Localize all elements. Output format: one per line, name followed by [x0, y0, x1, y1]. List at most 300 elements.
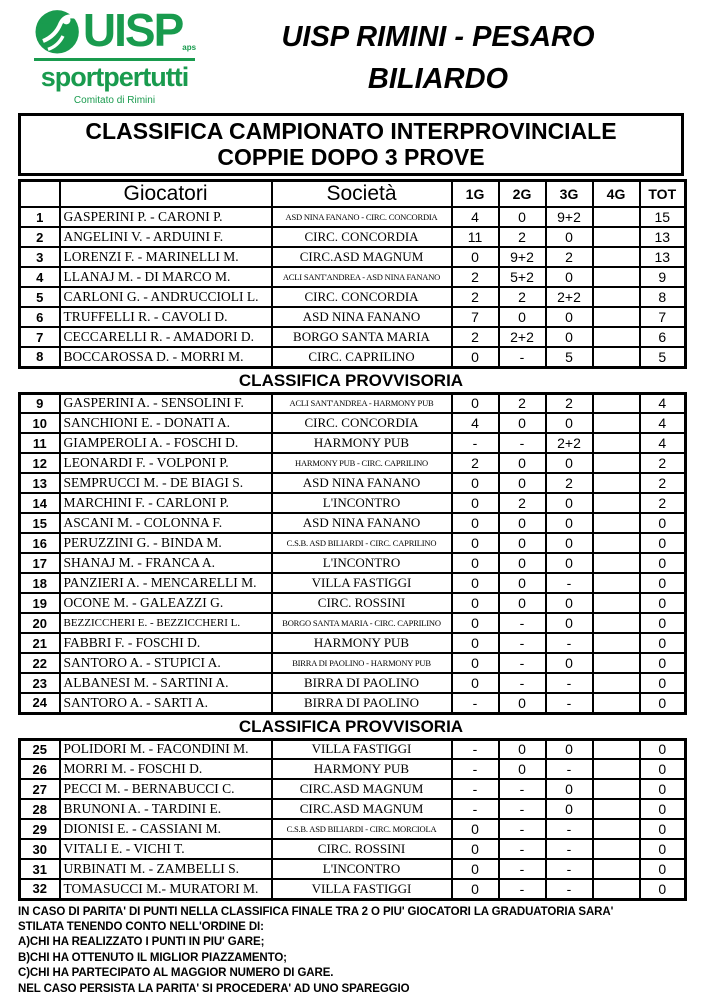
game3-score-cell: - [546, 839, 593, 859]
society-cell: HARMONY PUB [272, 759, 452, 779]
society-cell: CIRC.ASD MAGNUM [272, 779, 452, 799]
table-row [20, 287, 686, 307]
society-cell: ASD NINA FANANO [272, 307, 452, 327]
document-title-line1: UISP RIMINI - PESARO [281, 21, 595, 53]
game3-score-cell: 0 [546, 267, 593, 287]
rank-cell: 32 [20, 879, 60, 899]
game2-score-cell: 0 [499, 573, 546, 593]
society-cell: BORGO SANTA MARIA [272, 327, 452, 347]
game1-score-cell: - [452, 759, 499, 779]
game3-score-cell: - [546, 759, 593, 779]
game4-score-cell [593, 267, 640, 287]
tiebreak-rule-line: A)CHI HA REALIZZATO I PUNTI IN PIU' GARE; [18, 936, 265, 949]
header-rank [20, 181, 60, 208]
society-cell: CIRC.ASD MAGNUM [272, 247, 452, 267]
society-cell: BIRRA DI PAOLINO [272, 693, 452, 713]
game1-score-cell: 2 [452, 327, 499, 347]
game1-score-cell: 4 [452, 413, 499, 433]
total-score-cell: 4 [640, 393, 686, 413]
letterhead [0, 0, 706, 113]
game3-score-cell: 0 [546, 413, 593, 433]
players-cell: BRUNONI A. - TARDINI E. [60, 799, 272, 819]
tiebreak-rule-line: STILATA TENENDO CONTO NELL'ORDINE DI: [18, 920, 264, 933]
table-row [20, 347, 686, 367]
game1-score-cell: - [452, 779, 499, 799]
total-score-cell: 4 [640, 413, 686, 433]
logo-committee: Comitato di Rimini [73, 95, 156, 106]
game4-score-cell [593, 573, 640, 593]
total-score-cell: 0 [640, 593, 686, 613]
table-row [20, 859, 686, 879]
game3-score-cell: 5 [546, 347, 593, 367]
table-row [20, 799, 686, 819]
players-cell: CARLONI G. - ANDRUCCIOLI L. [60, 287, 272, 307]
table-row [20, 207, 686, 227]
game2-score-cell: 0 [499, 593, 546, 613]
players-cell: DIONISI E. - CASSIANI M. [60, 819, 272, 839]
game2-score-cell: 0 [499, 413, 546, 433]
society-cell: L'INCONTRO [272, 859, 452, 879]
document-title [190, 16, 686, 100]
society-cell: BIRRA DI PAOLINO [272, 673, 452, 693]
header-society: Società [272, 181, 452, 208]
game1-score-cell: 0 [452, 533, 499, 553]
total-score-cell: 13 [640, 247, 686, 267]
classification-title-box [18, 113, 684, 176]
game2-score-cell: - [499, 433, 546, 453]
total-score-cell: 4 [640, 433, 686, 453]
rank-cell: 2 [20, 227, 60, 247]
table-row [20, 413, 686, 433]
table-row [20, 779, 686, 799]
total-score-cell: 0 [640, 839, 686, 859]
game2-score-cell: - [499, 819, 546, 839]
table-header-row [20, 181, 686, 208]
classification-table [18, 392, 687, 715]
game2-score-cell: 0 [499, 739, 546, 759]
table-row [20, 573, 686, 593]
society-cell: L'INCONTRO [272, 493, 452, 513]
game2-score-cell: 0 [499, 693, 546, 713]
game1-score-cell: 0 [452, 493, 499, 513]
players-cell: ANGELINI V. - ARDUINI F. [60, 227, 272, 247]
table-row [20, 673, 686, 693]
game2-score-cell: - [499, 859, 546, 879]
table-row [20, 493, 686, 513]
game2-score-cell: 5+2 [499, 267, 546, 287]
rank-cell: 8 [20, 347, 60, 367]
total-score-cell: 0 [640, 533, 686, 553]
society-cell: ACLI SANT'ANDREA - HARMONY PUB [272, 393, 452, 413]
players-cell: SHANAJ M. - FRANCA A. [60, 553, 272, 573]
game3-score-cell: - [546, 819, 593, 839]
players-cell: SEMPRUCCI M. - DE BIAGI S. [60, 473, 272, 493]
rank-cell: 6 [20, 307, 60, 327]
table-row [20, 653, 686, 673]
game3-score-cell: 0 [546, 227, 593, 247]
table-row [20, 553, 686, 573]
table-row [20, 327, 686, 347]
players-cell: TRUFFELLI R. - CAVOLI D. [60, 307, 272, 327]
game2-score-cell: - [499, 613, 546, 633]
society-cell: HARMONY PUB [272, 633, 452, 653]
game3-score-cell: - [546, 693, 593, 713]
rank-cell: 17 [20, 553, 60, 573]
game1-score-cell: 0 [452, 513, 499, 533]
table-row [20, 247, 686, 267]
tiebreak-rule-line: C)CHI HA PARTECIPATO AL MAGGIOR NUMERO DI GARE. [18, 967, 334, 980]
players-cell: MORRI M. - FOSCHI D. [60, 759, 272, 779]
table-row [20, 739, 686, 759]
game2-score-cell: - [499, 347, 546, 367]
game2-score-cell: 0 [499, 533, 546, 553]
game1-score-cell: - [452, 799, 499, 819]
table-row [20, 267, 686, 287]
rank-cell: 21 [20, 633, 60, 653]
society-cell: CIRC. ROSSINI [272, 839, 452, 859]
game4-score-cell [593, 553, 640, 573]
society-cell: BIRRA DI PAOLINO - HARMONY PUB [272, 653, 452, 673]
classification-title-line1: CLASSIFICA CAMPIONATO INTERPROVINCIALE [85, 118, 617, 144]
tiebreak-rule-line: B)CHI HA OTTENUTO IL MIGLIOR PIAZZAMENTO; [18, 951, 287, 964]
total-score-cell: 0 [640, 739, 686, 759]
game4-score-cell [593, 759, 640, 779]
game1-score-cell: 11 [452, 227, 499, 247]
game3-score-cell: 2 [546, 473, 593, 493]
total-score-cell: 0 [640, 779, 686, 799]
game1-score-cell: 7 [452, 307, 499, 327]
total-score-cell: 0 [640, 653, 686, 673]
total-score-cell: 0 [640, 759, 686, 779]
rank-cell: 18 [20, 573, 60, 593]
game4-score-cell [593, 327, 640, 347]
players-cell: OCONE M. - GALEAZZI G. [60, 593, 272, 613]
players-cell: GASPERINI A. - SENSOLINI F. [60, 393, 272, 413]
game2-score-cell: 0 [499, 453, 546, 473]
game1-score-cell: - [452, 693, 499, 713]
players-cell: CECCARELLI R. - AMADORI D. [60, 327, 272, 347]
rank-cell: 31 [20, 859, 60, 879]
rank-cell: 10 [20, 413, 60, 433]
game1-score-cell: 0 [452, 473, 499, 493]
game1-score-cell: 0 [452, 859, 499, 879]
total-score-cell: 6 [640, 327, 686, 347]
header-game2: 2G [499, 181, 546, 208]
game3-score-cell: 0 [546, 453, 593, 473]
rank-cell: 24 [20, 693, 60, 713]
total-score-cell: 9 [640, 267, 686, 287]
table-row [20, 433, 686, 453]
game1-score-cell: 0 [452, 247, 499, 267]
game1-score-cell: 2 [452, 453, 499, 473]
game1-score-cell: 0 [452, 633, 499, 653]
game4-score-cell [593, 347, 640, 367]
game2-score-cell: 0 [499, 759, 546, 779]
total-score-cell: 0 [640, 879, 686, 899]
society-cell: VILLA FASTIGGI [272, 879, 452, 899]
table-row [20, 227, 686, 247]
society-cell: BORGO SANTA MARIA - CIRC. CAPRILINO [272, 613, 452, 633]
classification-sections [0, 179, 706, 901]
game3-score-cell: 0 [546, 493, 593, 513]
game4-score-cell [593, 413, 640, 433]
logo-aps-text: aps [182, 43, 197, 52]
table-row [20, 839, 686, 859]
uisp-athlete-emblem-icon [33, 6, 83, 56]
players-cell: VITALI E. - VICHI T. [60, 839, 272, 859]
game4-score-cell [593, 433, 640, 453]
tiebreak-rule-line: NEL CASO PERSISTA LA PARITA' SI PROCEDERA' AD UNO SPAREGGIO [18, 982, 410, 995]
game1-score-cell: 0 [452, 553, 499, 573]
table-row [20, 513, 686, 533]
rank-cell: 22 [20, 653, 60, 673]
society-cell: CIRC. CONCORDIA [272, 287, 452, 307]
society-cell: ASD NINA FANANO [272, 473, 452, 493]
total-score-cell: 2 [640, 473, 686, 493]
game2-score-cell: - [499, 633, 546, 653]
total-score-cell: 0 [640, 633, 686, 653]
game3-score-cell: 0 [546, 553, 593, 573]
game4-score-cell [593, 227, 640, 247]
tiebreak-rule-line: IN CASO DI PARITA' DI PUNTI NELLA CLASSIFICA FINALE TRA 2 O PIU' GIOCATORI LA GRADUATORIA SARA' [18, 905, 614, 918]
rank-cell: 16 [20, 533, 60, 553]
game4-score-cell [593, 653, 640, 673]
players-cell: FABBRI F. - FOSCHI D. [60, 633, 272, 653]
total-score-cell: 0 [640, 673, 686, 693]
game4-score-cell [593, 799, 640, 819]
table-row [20, 879, 686, 899]
logo-tagline: sportpertutti [40, 62, 189, 92]
players-cell: URBINATI M. - ZAMBELLI S. [60, 859, 272, 879]
players-cell: ASCANI M. - COLONNA F. [60, 513, 272, 533]
players-cell: SANTORO A. - STUPICI A. [60, 653, 272, 673]
logo-divider [34, 58, 195, 61]
logo-uisp-text: UISP [82, 4, 183, 56]
game2-score-cell: - [499, 879, 546, 899]
rank-cell: 20 [20, 613, 60, 633]
table-row [20, 307, 686, 327]
game1-score-cell: 2 [452, 287, 499, 307]
game2-score-cell: - [499, 653, 546, 673]
rank-cell: 11 [20, 433, 60, 453]
society-cell: C.S.B. ASD BILIARDI - CIRC. MORCIOLA [272, 819, 452, 839]
rank-cell: 30 [20, 839, 60, 859]
society-cell: ACLI SANT'ANDREA - ASD NINA FANANO [272, 267, 452, 287]
game3-score-cell: 9+2 [546, 207, 593, 227]
header-game3: 3G [546, 181, 593, 208]
game4-score-cell [593, 473, 640, 493]
total-score-cell: 0 [640, 513, 686, 533]
players-cell: PANZIERI A. - MENCARELLI M. [60, 573, 272, 593]
game3-score-cell: 0 [546, 533, 593, 553]
players-cell: ALBANESI M. - SARTINI A. [60, 673, 272, 693]
rank-cell: 13 [20, 473, 60, 493]
rank-cell: 26 [20, 759, 60, 779]
game3-score-cell: 0 [546, 799, 593, 819]
game3-score-cell: 2+2 [546, 287, 593, 307]
society-cell: ASD NINA FANANO [272, 513, 452, 533]
total-score-cell: 13 [640, 227, 686, 247]
game4-score-cell [593, 287, 640, 307]
players-cell: POLIDORI M. - FACONDINI M. [60, 739, 272, 759]
game4-score-cell [593, 739, 640, 759]
game4-score-cell [593, 493, 640, 513]
game2-score-cell: - [499, 673, 546, 693]
total-score-cell: 0 [640, 859, 686, 879]
header-total: TOT [640, 181, 686, 208]
society-cell: ASD NINA FANANO - CIRC. CONCORDIA [272, 207, 452, 227]
game3-score-cell: 0 [546, 613, 593, 633]
game4-score-cell [593, 613, 640, 633]
game2-score-cell: 2 [499, 227, 546, 247]
table-row [20, 633, 686, 653]
total-score-cell: 15 [640, 207, 686, 227]
game1-score-cell: 0 [452, 573, 499, 593]
rank-cell: 23 [20, 673, 60, 693]
game2-score-cell: 0 [499, 513, 546, 533]
game4-score-cell [593, 633, 640, 653]
game2-score-cell: 2 [499, 393, 546, 413]
game4-score-cell [593, 393, 640, 413]
game3-score-cell: 0 [546, 513, 593, 533]
table-row [20, 393, 686, 413]
players-cell: GIAMPEROLI A. - FOSCHI D. [60, 433, 272, 453]
game1-score-cell: 0 [452, 879, 499, 899]
table-row [20, 593, 686, 613]
table-row [20, 473, 686, 493]
game3-score-cell: 0 [546, 653, 593, 673]
game4-score-cell [593, 207, 640, 227]
total-score-cell: 7 [640, 307, 686, 327]
header-players: Giocatori [60, 181, 272, 208]
game2-score-cell: 2 [499, 287, 546, 307]
game1-score-cell: 0 [452, 819, 499, 839]
society-cell: HARMONY PUB [272, 433, 452, 453]
game2-score-cell: 9+2 [499, 247, 546, 267]
game2-score-cell: 2 [499, 493, 546, 513]
rank-cell: 14 [20, 493, 60, 513]
game1-score-cell: 0 [452, 673, 499, 693]
game3-score-cell: 2 [546, 393, 593, 413]
game2-score-cell: - [499, 799, 546, 819]
game3-score-cell: - [546, 879, 593, 899]
classification-table [18, 179, 687, 369]
game3-score-cell: - [546, 859, 593, 879]
game4-score-cell [593, 513, 640, 533]
game4-score-cell [593, 307, 640, 327]
table-row [20, 819, 686, 839]
game2-score-cell: 0 [499, 207, 546, 227]
players-cell: LEONARDI F. - VOLPONI P. [60, 453, 272, 473]
uisp-logo-row [32, 6, 197, 56]
society-cell: CIRC. CAPRILINO [272, 347, 452, 367]
players-cell: LORENZI F. - MARINELLI M. [60, 247, 272, 267]
game4-score-cell [593, 533, 640, 553]
tiebreak-rules [18, 905, 706, 997]
rank-cell: 19 [20, 593, 60, 613]
rank-cell: 3 [20, 247, 60, 267]
society-cell: CIRC. ROSSINI [272, 593, 452, 613]
header-game1: 1G [452, 181, 499, 208]
society-cell: CIRC.ASD MAGNUM [272, 799, 452, 819]
rank-cell: 25 [20, 739, 60, 759]
society-cell: CIRC. CONCORDIA [272, 413, 452, 433]
society-cell: VILLA FASTIGGI [272, 739, 452, 759]
section-heading: CLASSIFICA PROVVISORIA [238, 370, 464, 390]
total-score-cell: 2 [640, 453, 686, 473]
game4-score-cell [593, 247, 640, 267]
players-cell: BOCCAROSSA D. - MORRI M. [60, 347, 272, 367]
game1-score-cell: 0 [452, 839, 499, 859]
rank-cell: 1 [20, 207, 60, 227]
rank-cell: 27 [20, 779, 60, 799]
total-score-cell: 0 [640, 573, 686, 593]
total-score-cell: 5 [640, 347, 686, 367]
classification-table [18, 738, 687, 901]
game1-score-cell: 0 [452, 653, 499, 673]
society-cell: VILLA FASTIGGI [272, 573, 452, 593]
society-cell: HARMONY PUB - CIRC. CAPRILINO [272, 453, 452, 473]
table-row [20, 533, 686, 553]
game3-score-cell: 0 [546, 327, 593, 347]
table-row [20, 613, 686, 633]
rank-cell: 28 [20, 799, 60, 819]
players-cell: PECCI M. - BERNABUCCI C. [60, 779, 272, 799]
game1-score-cell: 0 [452, 347, 499, 367]
game1-score-cell: 0 [452, 393, 499, 413]
game4-score-cell [593, 839, 640, 859]
game3-score-cell: - [546, 673, 593, 693]
total-score-cell: 0 [640, 553, 686, 573]
game2-score-cell: 2+2 [499, 327, 546, 347]
players-cell: TOMASUCCI M.- MURATORI M. [60, 879, 272, 899]
document-title-line2: BILIARDO [367, 63, 509, 95]
table-row [20, 693, 686, 713]
players-cell: MARCHINI F. - CARLONI P. [60, 493, 272, 513]
players-cell: SANCHIONI E. - DONATI A. [60, 413, 272, 433]
total-score-cell: 8 [640, 287, 686, 307]
rank-cell: 9 [20, 393, 60, 413]
game1-score-cell: - [452, 433, 499, 453]
society-cell: C.S.B. ASD BILIARDI - CIRC. CAPRILINO [272, 533, 452, 553]
players-cell: SANTORO A. - SARTI A. [60, 693, 272, 713]
game4-score-cell [593, 879, 640, 899]
table-row [20, 453, 686, 473]
game3-score-cell: 0 [546, 779, 593, 799]
rank-cell: 12 [20, 453, 60, 473]
header-game4: 4G [593, 181, 640, 208]
total-score-cell: 0 [640, 799, 686, 819]
uisp-logo [32, 6, 197, 106]
players-cell: PERUZZINI G. - BINDA M. [60, 533, 272, 553]
game2-score-cell: - [499, 779, 546, 799]
game1-score-cell: 2 [452, 267, 499, 287]
game4-score-cell [593, 453, 640, 473]
game4-score-cell [593, 859, 640, 879]
game1-score-cell: 0 [452, 593, 499, 613]
total-score-cell: 2 [640, 493, 686, 513]
game3-score-cell: - [546, 573, 593, 593]
game3-score-cell: 0 [546, 593, 593, 613]
rank-cell: 15 [20, 513, 60, 533]
game4-score-cell [593, 673, 640, 693]
game1-score-cell: 4 [452, 207, 499, 227]
game3-score-cell: 2+2 [546, 433, 593, 453]
game2-score-cell: 0 [499, 307, 546, 327]
society-cell: L'INCONTRO [272, 553, 452, 573]
society-cell: CIRC. CONCORDIA [272, 227, 452, 247]
game1-score-cell: 0 [452, 613, 499, 633]
